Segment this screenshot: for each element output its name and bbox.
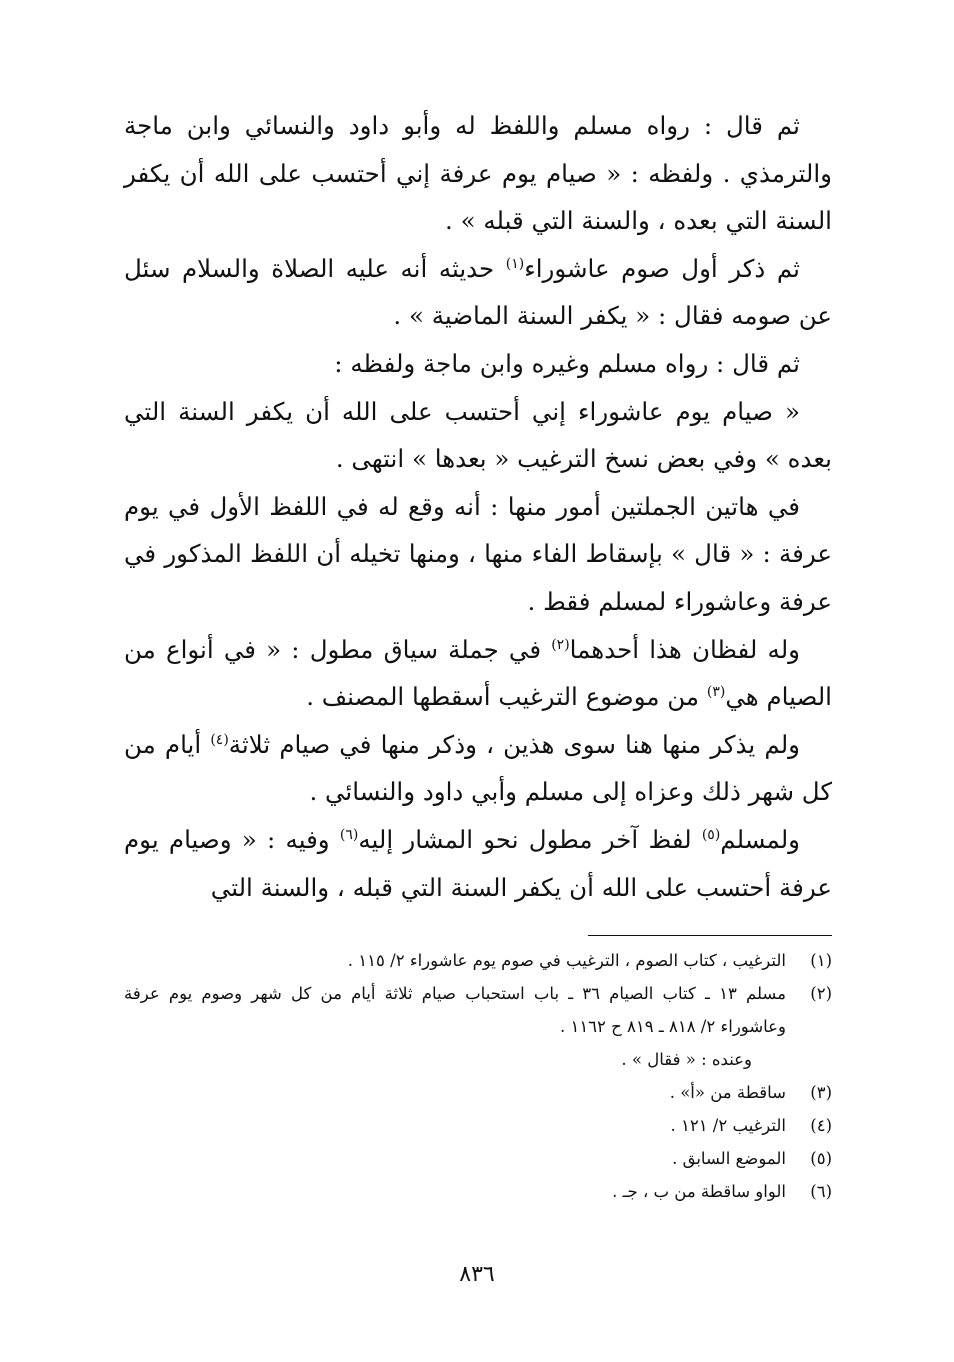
footnote-number: (٥) [810, 1149, 832, 1168]
paragraph-3: ثم قال : رواه مسلم وغيره وابن ماجة ولفظه : [334, 348, 800, 378]
page-number: ٨٣٦ [459, 1262, 495, 1287]
footnote-text: الترغيب ، كتاب الصوم ، الترغيب في صوم يوم عاشوراء ٢/ ١١٥ . [347, 951, 786, 970]
paragraph-2: ثم ذكر أول صوم عاشوراء$^{(١)}$ حديثه أنه عليه الصلاة والسلام سئل عن صومه فقال : « يكفر السنة الماضية » . [124, 253, 832, 331]
footnote-5 [124, 1142, 832, 1175]
footnote-number: (٤) [810, 1116, 832, 1135]
footnote-2-continuation [124, 1043, 832, 1076]
footnote-number: (١) [810, 951, 832, 970]
paragraph-7: ولم يذكر منها هنا سوى هذين ، وذكر منها في صيام ثلاثة$^{(٤)}$ أيام من كل شهر ذلك وعزاه إلى مسلم وأبي داود والنسائي . [124, 729, 832, 807]
footnote-number: (٢) [810, 984, 832, 1003]
footnote-6 [124, 1175, 832, 1208]
footnote-1 [124, 944, 832, 977]
footnote-ref-6: (٦) [339, 826, 359, 843]
footnote-separator [588, 935, 832, 936]
footnote-ref-5: (٥) [701, 826, 721, 843]
footnote-ref-2: (٢) [551, 636, 570, 653]
paragraph-8: ولمسلم$^{(٥)}$ لفظ آخر مطول نحو المشار إليه$^{(٦)}$ وفيه : « وصيام يوم عرفة أحتسب على الله أن يكفر السنة التي قبله ، والسنة التي [124, 824, 832, 902]
paragraph-6: وله لفظان هذا أحدهما$^{(٢)}$ في جملة سياق مطول : « في أنواع من الصيام هي$^{(٣)}$ من موضوع الترغيب أسقطها المصنف . [124, 634, 832, 712]
paragraph-4: « صيام يوم عاشوراء إني أحتسب على الله أن يكفر السنة التي بعده » وفي بعض نسخ الترغيب « بعدها » انتهى . [124, 396, 832, 474]
main-text [124, 102, 832, 911]
footnote-number: (٦) [810, 1182, 832, 1201]
footnote-3 [124, 1076, 832, 1109]
footnote-2 [124, 977, 832, 1043]
footnote-4 [124, 1109, 832, 1142]
footnote-ref-4: (٤) [210, 731, 229, 748]
paragraph-5: في هاتين الجملتين أمور منها : أنه وقع له في اللفظ الأول في يوم عرفة : « قال » بإسقاط الفاء منها ، ومنها تخيله أن اللفظ المذكور في عرفة وعاشوراء لمسلم فقط . [124, 491, 832, 616]
footnote-text: وعنده : « فقال » . [621, 1050, 752, 1069]
footnote-text: الواو ساقطة من ب ، جـ . [612, 1182, 786, 1201]
footnote-ref-3: (٣) [706, 683, 726, 700]
footnote-text: مسلم ١٣ ـ كتاب الصيام ٣٦ ـ باب استحباب صيام ثلاثة أيام من كل شهر وصوم يوم عرفة وعاشوراء ٢/ ٨١٨ ـ ٨١٩ ح ١١٦٢ . [124, 984, 786, 1036]
footnote-text: الترغيب ٢/ ١٢١ . [670, 1116, 786, 1135]
footnote-text: الموضع السابق . [672, 1149, 786, 1168]
footnote-ref-1: (١) [505, 255, 525, 272]
paragraph-1: ثم قال : رواه مسلم واللفظ له وأبو داود والنسائي وابن ماجة والترمذي . ولفظه : « صيام يوم عرفة إني أحتسب على الله أن يكفر السنة التي بعده ، والسنة التي قبله » . [124, 111, 832, 236]
footnote-text: ساقطة من «أ» . [669, 1083, 786, 1102]
footnote-number: (٣) [810, 1083, 832, 1102]
footnotes [124, 944, 832, 1208]
